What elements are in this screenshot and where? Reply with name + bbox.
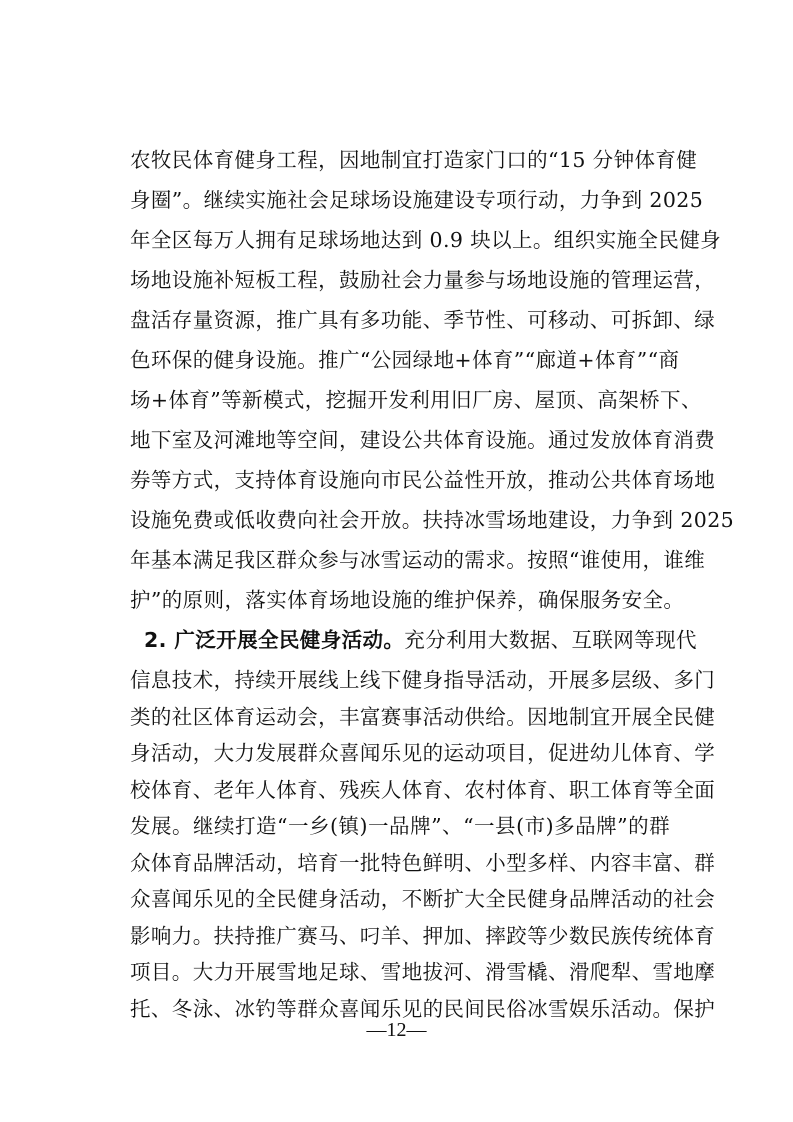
body-text-line: 校体育、老年人体育、残疾人体育、农村体育、职工体育等全面 xyxy=(130,777,716,802)
body-text-line: 农牧民体育健身工程，因地制宜打造家门口的“15 分钟体育健 xyxy=(130,148,698,172)
body-text-line: 类的社区体育运动会，丰富赛事活动供给。因地制宜开展全民健 xyxy=(130,704,716,729)
section-heading-rest: 充分利用大数据、互联网等现代 xyxy=(404,628,697,652)
body-text-line: 影响力。扶持推广赛马、叼羊、押加、摔跤等少数民族传统体育 xyxy=(130,923,716,948)
section-heading-line xyxy=(144,620,697,660)
body-text-line: 信息技术，持续开展线上线下健身指导活动，开展多层级、多门 xyxy=(130,668,716,692)
body-text-line: 盘活存量资源，推广具有多功能、季节性、可移动、可拆卸、绿 xyxy=(130,308,716,332)
body-text-line: 众喜闻乐见的全民健身活动，不断扩大全民健身品牌活动的社会 xyxy=(130,887,716,911)
body-text-line: 众体育品牌活动，培育一批特色鲜明、小型多样、内容丰富、群 xyxy=(130,850,716,875)
body-text-line: 身圈”。继续实施社会足球场设施建设专项行动，力争到 2025 xyxy=(130,188,704,212)
body-text-line: 色环保的健身设施。推广“公园绿地+体育”“廊道+体育”“商 xyxy=(130,348,680,372)
body-text-line: 年基本满足我区群众参与冰雪运动的需求。按照“谁使用，谁维 xyxy=(130,548,706,572)
body-text-line: 地下室及河滩地等空间，建设公共体育设施。通过发放体育消费 xyxy=(130,428,716,452)
body-text-line: 护”的原则，落实体育场地设施的维护保养，确保服务安全。 xyxy=(130,588,685,612)
body-text-line: 身活动，大力发展群众喜闻乐见的运动项目，促进幼儿体育、学 xyxy=(130,741,716,765)
page-number: —12— xyxy=(366,1019,427,1041)
body-text-line: 年全区每万人拥有足球场地达到 0.9 块以上。组织实施全民健身 xyxy=(130,228,722,252)
body-text-line: 设施免费或低收费向社会开放。扶持冰雪场地建设，力争到 2025 xyxy=(130,508,735,532)
section-heading: 2. 广泛开展全民健身活动。 xyxy=(144,628,405,652)
body-text-line: 托、冬泳、冰钓等群众喜闻乐见的民间民俗冰雪娱乐活动。保护 xyxy=(130,996,716,1021)
body-text-line: 场+体育”等新模式，挖掘开发利用旧厂房、屋顶、高架桥下、 xyxy=(130,388,702,412)
body-text-line: 项目。大力开展雪地足球、雪地拔河、滑雪橇、滑爬犁、雪地摩 xyxy=(130,960,716,984)
body-text-line: 发展。继续打造“一乡(镇)一品牌”、“一县(市)多品牌”的群 xyxy=(130,814,670,838)
body-text-line: 券等方式，支持体育设施向市民公益性开放，推动公共体育场地 xyxy=(130,468,716,492)
body-text-line: 场地设施补短板工程，鼓励社会力量参与场地设施的管理运营， xyxy=(130,268,716,292)
